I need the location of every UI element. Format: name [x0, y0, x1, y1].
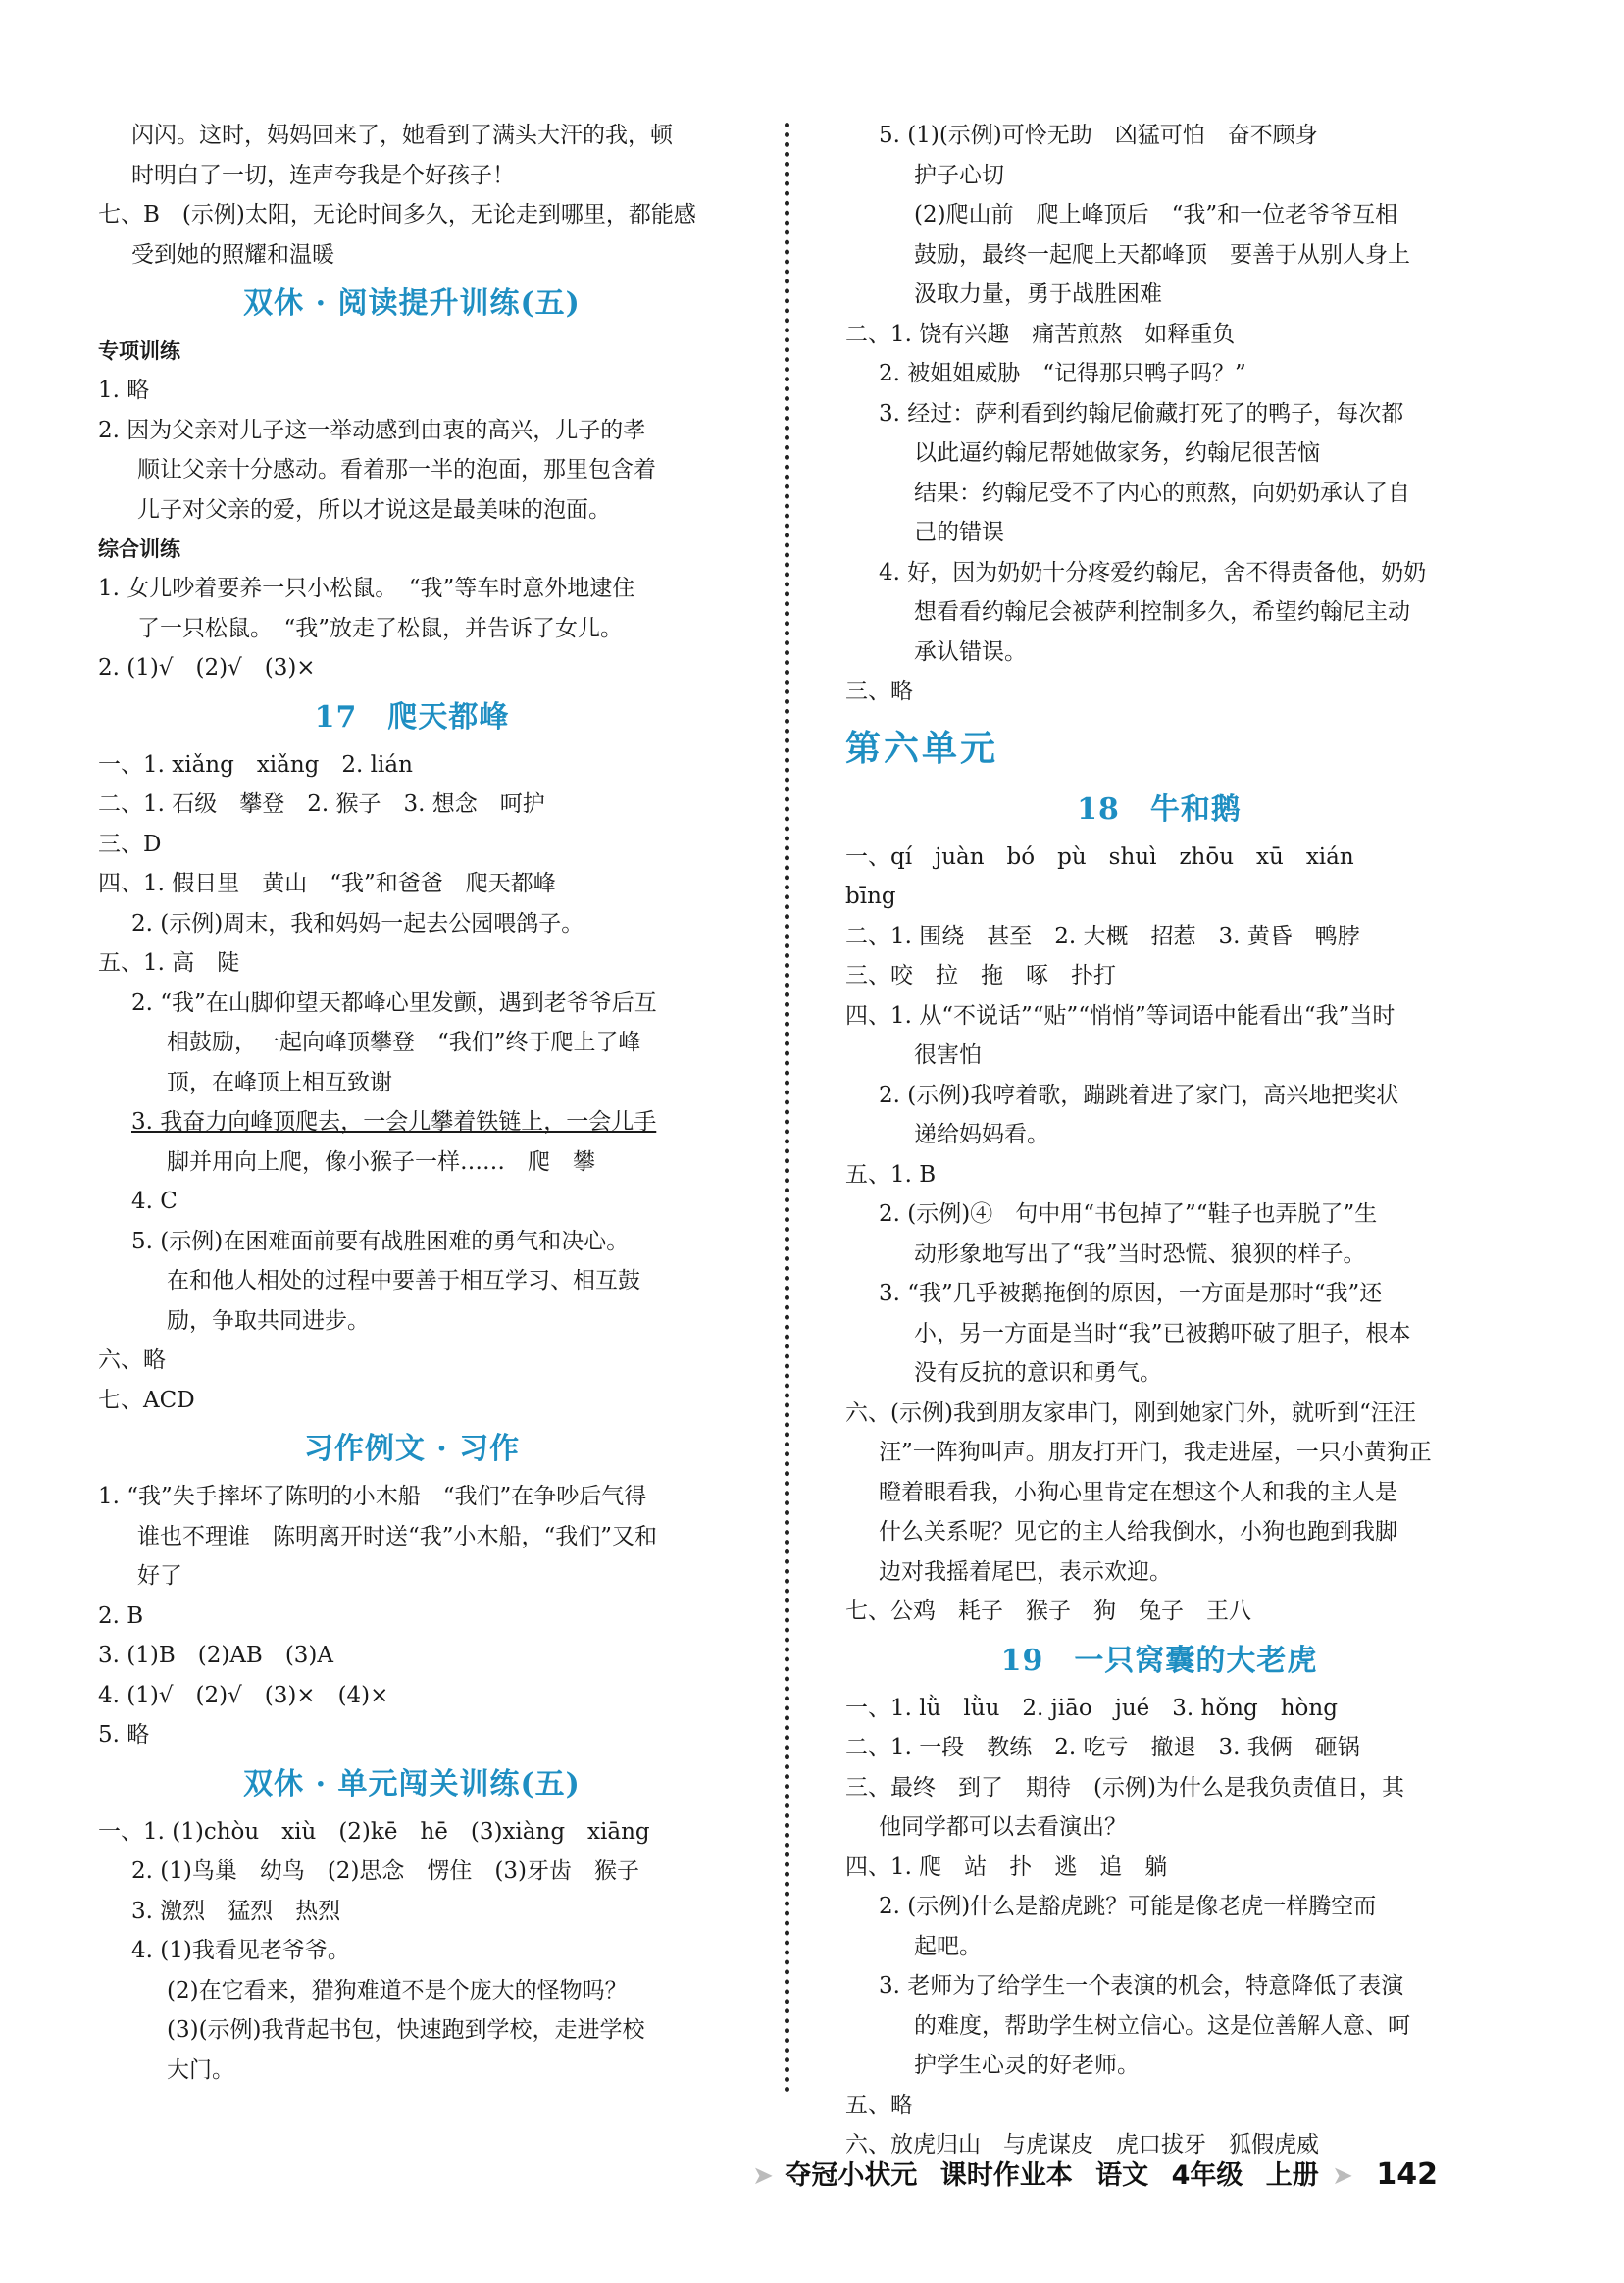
answer-line: 4. (1)我看见老爷爷。 [131, 1938, 350, 1963]
answer-line: 三、最终 到了 期待 (示例)为什么是我负责值日，其 [845, 1774, 1404, 1801]
answer-line: 一、1. (1)chòu xiù (2)kē hē (3)xiàng xiāng [98, 1818, 650, 1845]
answer-line: 闪闪。这时，妈妈回来了，她看到了满头大汗的我，顿 [131, 123, 673, 148]
answer-line: 汲取力量，勇于战胜困难 [914, 281, 1162, 307]
answer-line: 谁也不理谁 陈明离开时送“我”小木船，“我们”又和 [137, 1523, 658, 1549]
answer-line: 小，另一方面是当时“我”已被鹅吓破了胆子，根本 [914, 1320, 1411, 1346]
answer-line: 己的错误 [914, 520, 1004, 545]
answer-line: 汪”一阵狗叫声。朋友打开门，我走进屋，一只小黄狗正 [879, 1440, 1432, 1465]
answer-line: 四、1. 从“不说话”“贴”“悄悄”等词语中能看出“我”当时 [845, 1002, 1396, 1029]
answer-line: 2. (示例)周末，我和妈妈一起去公园喂鸽子。 [131, 910, 584, 937]
answer-line: 他同学都可以去看演出？ [879, 1814, 1127, 1840]
answer-line: 很害怕 [914, 1042, 982, 1068]
answer-line: 2. (1)鸟巢 幼鸟 (2)思念 愣住 (3)牙齿 猴子 [131, 1858, 639, 1884]
arrow-icon: ➤ [752, 2161, 774, 2191]
answer-line: 3. “我”几乎被鹅拖倒的原因，一方面是那时“我”还 [879, 1281, 1383, 1306]
section-heading: 习作例文 · 习作 [303, 1432, 521, 1466]
answer-line: 的难度，帮助学生树立信心。这是位善解人意、呵 [914, 2012, 1410, 2039]
answer-line: 鼓励，最终一起爬上天都峰顶 要善于从别人身上 [914, 241, 1410, 268]
answer-line: 2. “我”在山脚仰望天都峰心里发颤，遇到老爷爷后互 [131, 989, 657, 1016]
answer-line: 五、1. B [845, 1161, 937, 1188]
answer-line: 2. 因为父亲对儿子这一举动感到由衷的高兴，儿子的孝 [98, 417, 646, 443]
answer-line: 儿子对父亲的爱，所以才说这是最美味的泡面。 [137, 496, 611, 523]
answer-line: 在和他人相处的过程中要善于相互学习、相互鼓 [167, 1268, 640, 1294]
answer-line: 2. (示例)什么是豁虎跳？可能是像老虎一样腾空而 [879, 1894, 1377, 1919]
answer-line: 四、1. 爬 站 扑 逃 追 躺 [845, 1853, 1168, 1880]
section-heading: 双休 · 单元闯关训练(五) [243, 1766, 581, 1801]
answer-line: 3. 老师为了给学生一个表演的机会，特意降低了表演 [879, 1973, 1404, 1999]
answer-line: bīng [845, 884, 896, 909]
answer-line: 5. 略 [98, 1722, 150, 1748]
answer-line: 相鼓励，一起向峰顶攀登 “我们”终于爬上了峰 [167, 1030, 641, 1055]
left-column [98, 116, 726, 2090]
answer-line: 一、qí juàn bó pù shuì zhōu xū xián [845, 843, 1354, 870]
answer-line: 了一只松鼠。 “我”放走了松鼠，并告诉了女儿。 [137, 615, 624, 641]
right-column [845, 116, 1473, 2165]
answer-line: 以此逼约翰尼帮她做家务，约翰尼很苦恼 [914, 440, 1320, 466]
answer-line: 五、1. 高 陡 [98, 950, 240, 976]
answer-line: 三、D [98, 831, 162, 857]
answer-line: 护学生心灵的好老师。 [914, 2053, 1140, 2078]
answer-line: 大门。 [167, 2056, 234, 2083]
subsection-label: 专项训练 [98, 339, 180, 363]
answer-line: 1. 略 [98, 378, 150, 403]
answer-line: 3. (1)B (2)AB (3)A [98, 1643, 334, 1668]
answer-line: 一、1. lǜ lǜu 2. jiāo jué 3. hǒng hòng [845, 1695, 1338, 1721]
answer-line: 2. (1)√ (2)√ (3)× [98, 655, 316, 681]
answer-line: 2. (示例)④ 句中用“书包掉了”“鞋子也弄脱了”生 [879, 1201, 1378, 1227]
answer-line: 4. C [131, 1189, 178, 1214]
answer-line: (2)在它看来，猎狗难道不是个庞大的怪物吗？ [167, 1977, 628, 2004]
answer-line: 2. B [98, 1602, 144, 1629]
answer-line: 三、略 [845, 679, 913, 704]
answer-line: 1. 女儿吵着要养一只小松鼠。 “我”等车时意外地逮住 [98, 576, 635, 601]
answer-line: 脚并用向上爬，像小猴子一样…… 爬 攀 [167, 1148, 595, 1175]
answer-line: 想看看约翰尼会被萨利控制多久，希望约翰尼主动 [914, 599, 1410, 625]
answer-line: 七、公鸡 耗子 猴子 狗 兔子 王八 [845, 1598, 1251, 1624]
answer-line: 受到她的照耀和温暖 [131, 241, 334, 268]
answer-line: 二、1. 一段 教练 2. 吃亏 撤退 3. 我俩 砸锅 [845, 1735, 1360, 1760]
answer-line: 一、1. xiǎng xiǎng 2. lián [98, 751, 413, 778]
section-heading: 19 一只窝囊的大老虎 [1000, 1643, 1318, 1678]
page-number: 142 [1376, 2157, 1438, 2192]
answer-line: 瞪着眼看我，小狗心里肯定在想这个人和我的主人是 [879, 1479, 1397, 1505]
arrow-icon: ➤ [1332, 2161, 1353, 2191]
grade: 4年级 [1171, 2160, 1243, 2191]
answer-line: 六、放虎归山 与虎谋皮 虎口拔牙 狐假虎威 [845, 2132, 1319, 2157]
answer-line: 2. 被姐姐威胁 “记得那只鸭子吗？” [879, 361, 1246, 386]
subsection-label: 综合训练 [98, 537, 180, 561]
answer-line: 动形象地写出了“我”当时恐慌、狼狈的样子。 [914, 1241, 1366, 1267]
answer-line: 二、1. 石级 攀登 2. 猴子 3. 想念 呵护 [98, 791, 545, 817]
answer-line: 六、略 [98, 1347, 166, 1373]
answer-line: 1. “我”失手摔坏了陈明的小木船 “我们”在争吵后气得 [98, 1484, 647, 1509]
answer-line: 3. 激烈 猛烈 热烈 [131, 1898, 341, 1924]
book-title: 课时作业本 [939, 2160, 1073, 2191]
answer-line: 励，争取共同进步。 [167, 1307, 370, 1334]
answer-line: 好了 [137, 1563, 182, 1589]
answer-line: 3. 经过：萨利看到约翰尼偷藏打死了的鸭子，每次都 [879, 400, 1404, 427]
answer-line: 二、1. 饶有兴趣 痛苦煎熬 如释重负 [845, 321, 1236, 347]
column-divider [785, 123, 789, 2094]
answer-line: 2. (示例)我哼着歌，蹦跳着进了家门，高兴地把奖状 [879, 1082, 1399, 1108]
answer-line: 没有反抗的意识和勇气。 [914, 1360, 1162, 1386]
answer-line: 七、B (示例)太阳，无论时间多久，无论走到哪里，都能感 [98, 202, 696, 228]
section-heading: 18 牛和鹅 [1077, 791, 1242, 827]
brand-name: 夺冠小状元 [785, 2160, 918, 2191]
section-heading: 双休 · 阅读提升训练(五) [243, 286, 581, 321]
volume: 上册 [1265, 2160, 1319, 2191]
answer-line: 5. (1)(示例)可怜无助 凶猛可怕 奋不顾身 [879, 123, 1318, 148]
answer-line: 4. 好，因为奶奶十分疼爱约翰尼，舍不得责备他，奶奶 [879, 559, 1427, 585]
answer-line: (3)(示例)我背起书包，快速跑到学校，走进学校 [167, 2017, 645, 2043]
answer-line: 顺让父亲十分感动。看着那一半的泡面，那里包含着 [137, 457, 656, 482]
answer-line: 顶，在峰顶上相互致谢 [167, 1069, 392, 1095]
answer-line: 六、(示例)我到朋友家串门，刚到她家门外，就听到“汪汪 [845, 1399, 1416, 1426]
answer-line: 递给妈妈看。 [914, 1122, 1049, 1147]
answer-line: (2)爬山前 爬上峰顶后 “我”和一位老爷爷互相 [914, 202, 1398, 228]
answer-line: 二、1. 围绕 甚至 2. 大概 招惹 3. 黄昏 鸭脖 [845, 923, 1360, 949]
answer-line: 四、1. 假日里 黄山 “我”和爸爸 爬天都峰 [98, 871, 556, 896]
answer-line: 护子心切 [914, 162, 1004, 188]
subject: 语文 [1095, 2160, 1149, 2191]
answer-line: 4. (1)√ (2)√ (3)× (4)× [98, 1682, 389, 1708]
answer-line: 边对我摇着尾巴，表示欢迎。 [879, 1558, 1172, 1585]
answer-line: 三、咬 拉 拖 啄 扑打 [845, 963, 1116, 989]
answer-line: 结果：约翰尼受不了内心的煎熬，向奶奶承认了自 [914, 480, 1410, 506]
answer-line: 3. 我奋力向峰顶爬去，一会儿攀着铁链上，一会儿手 [131, 1109, 657, 1135]
answer-line: 时明白了一切，连声夸我是个好孩子！ [131, 162, 515, 188]
page-footer [0, 2154, 1624, 2203]
answer-line: 什么关系呢？见它的主人给我倒水，小狗也跑到我脚 [879, 1519, 1397, 1545]
answer-line: 起吧。 [914, 1933, 982, 1959]
unit-title: 第六单元 [845, 727, 999, 769]
answer-line: 五、略 [845, 2092, 913, 2118]
answer-line: 5. (示例)在困难面前要有战胜困难的勇气和决心。 [131, 1228, 630, 1254]
section-heading: 17 爬天都峰 [314, 699, 510, 735]
answer-line: 承认错误。 [914, 638, 1027, 665]
answer-line: 七、ACD [98, 1387, 195, 1413]
